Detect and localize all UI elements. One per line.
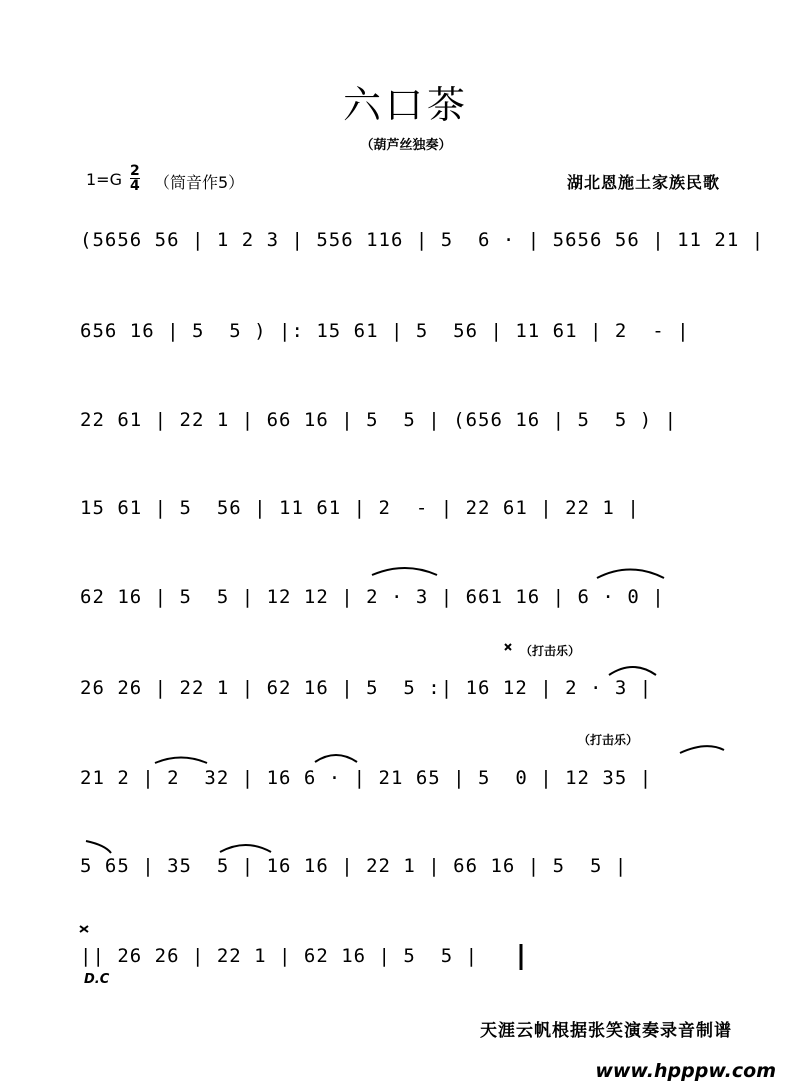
score-line-4: 15 61 | 5 56 | 11 61 | 2 - | 22 61 | 22 1 |	[80, 497, 640, 519]
score-line-8: 5 65 | 35 5 | 16 16 | 22 1 | 66 16 | 5 5 |	[80, 855, 628, 877]
score-subtitle: （葫芦丝独奏）	[360, 138, 452, 153]
time-signature-top: 2	[130, 163, 140, 179]
song-source: 湖北恩施土家族民歌	[566, 173, 720, 192]
score-line-6: 26 26 | 22 1 | 62 16 | 5 5 :| 16 12 | 2 · 3 |	[80, 677, 653, 699]
score-line-9: || 26 26 | 22 1 | 62 16 | 5 5 |	[80, 945, 479, 967]
key-note: （筒音作5）	[154, 173, 245, 192]
score-line-5: 62 16 | 5 5 | 12 12 | 2 · 3 | 661 16 | 6 · 0 |	[80, 586, 665, 608]
score-line-1: (5656 56 | 1 2 3 | 556 116 | 5 6 · | 5656 56 | 11 21 |	[80, 229, 765, 251]
score-line-2: 656 16 | 5 5 ) |: 15 61 | 5 56 | 11 61 | 2 - |	[80, 320, 690, 342]
time-signature-bottom: 4	[130, 178, 140, 194]
score-line-7: 21 2 | 2 32 | 16 6 · | 21 65 | 5 0 | 12 35 |	[80, 767, 653, 789]
key-value: 1=G	[86, 170, 122, 189]
score-title: 六口茶	[342, 83, 469, 127]
score-line-3: 22 61 | 22 1 | 66 16 | 5 5 | (656 16 | 5 5 ) |	[80, 409, 678, 431]
dc-label: D.C	[84, 972, 110, 987]
percussion-label: （打击乐）	[520, 644, 581, 658]
website-link[interactable]: www.hpppw.com	[595, 1060, 776, 1082]
transcription-credit: 天涯云帆根据张笑演奏录音制谱	[480, 1021, 732, 1041]
percussion-label-2: （打击乐）	[578, 733, 639, 747]
